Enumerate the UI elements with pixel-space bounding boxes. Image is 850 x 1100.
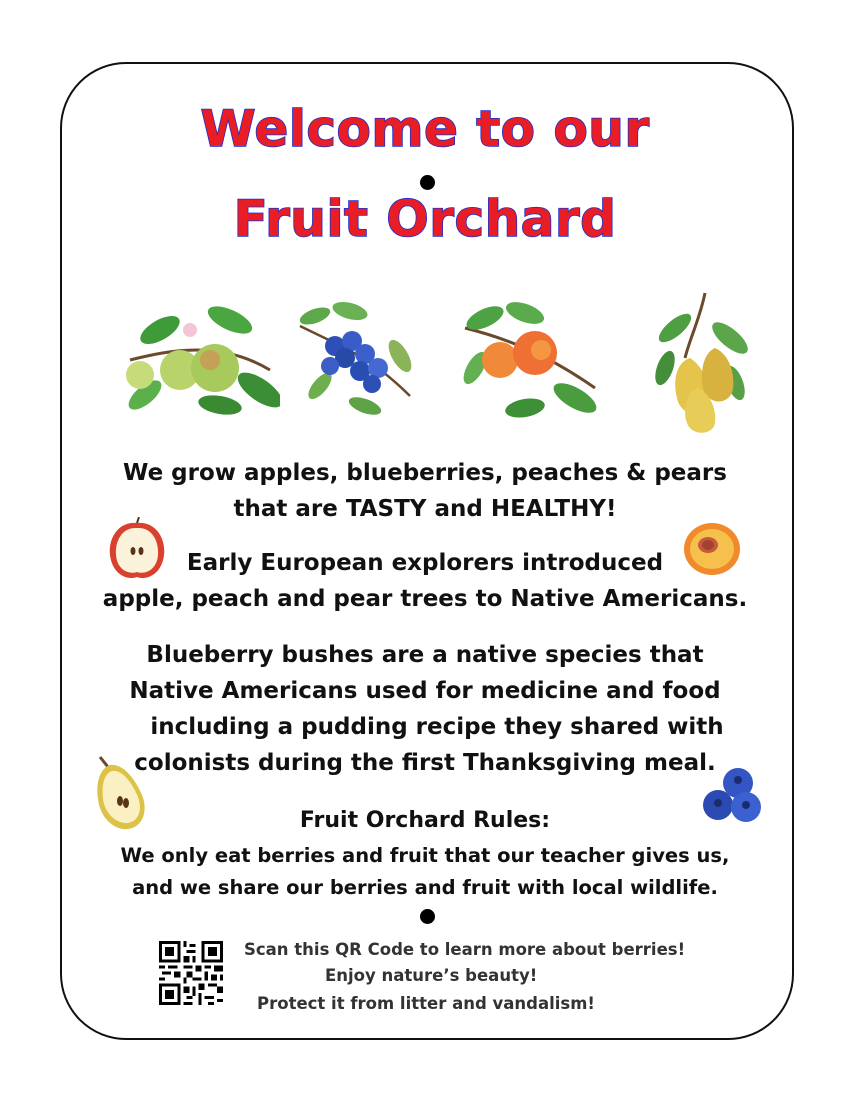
blueberry-line-1: Blueberry bushes are a native species that (146, 642, 704, 668)
rule-line-2: and we share our berries and fruit with local wildlife. (132, 876, 718, 899)
intro-line-2: that are TASTY and HEALTHY! (233, 496, 617, 522)
history-paragraph (0, 545, 850, 617)
title-line-2: Fruit Orchard (233, 190, 617, 248)
apple-branch-illustration (120, 300, 280, 430)
bullet-dot-bottom (420, 909, 435, 924)
title-line-1: Welcome to our (200, 100, 650, 158)
qr-code-icon[interactable] (159, 941, 223, 1005)
history-line-2: apple, peach and pear trees to Native Americans. (102, 586, 748, 612)
history-line-1: Early European explorers introduced (186, 550, 664, 576)
rule-line-1: We only eat berries and fruit that our teacher gives us, (120, 844, 730, 867)
footer-line-3: Protect it from litter and vandalism! (257, 994, 595, 1013)
footer-line-2: Enjoy nature’s beauty! (325, 966, 538, 985)
footer-line-1: Scan this QR Code to learn more about berries! (244, 940, 686, 959)
blueberry-branch-illustration (290, 296, 420, 426)
peach-branch-illustration (455, 298, 605, 428)
pear-branch-illustration (645, 288, 755, 438)
blueberry-line-2: Native Americans used for medicine and food (129, 678, 721, 704)
bullet-dot-top (420, 175, 435, 190)
intro-line-1: We grow apples, blueberries, peaches & pears (123, 460, 727, 486)
blueberry-line-3: including a pudding recipe they shared with (150, 714, 724, 740)
rules-list (0, 840, 850, 904)
blueberry-line-4: colonists during the first Thanksgiving meal. (134, 750, 716, 776)
rules-heading: Fruit Orchard Rules: (299, 808, 551, 833)
